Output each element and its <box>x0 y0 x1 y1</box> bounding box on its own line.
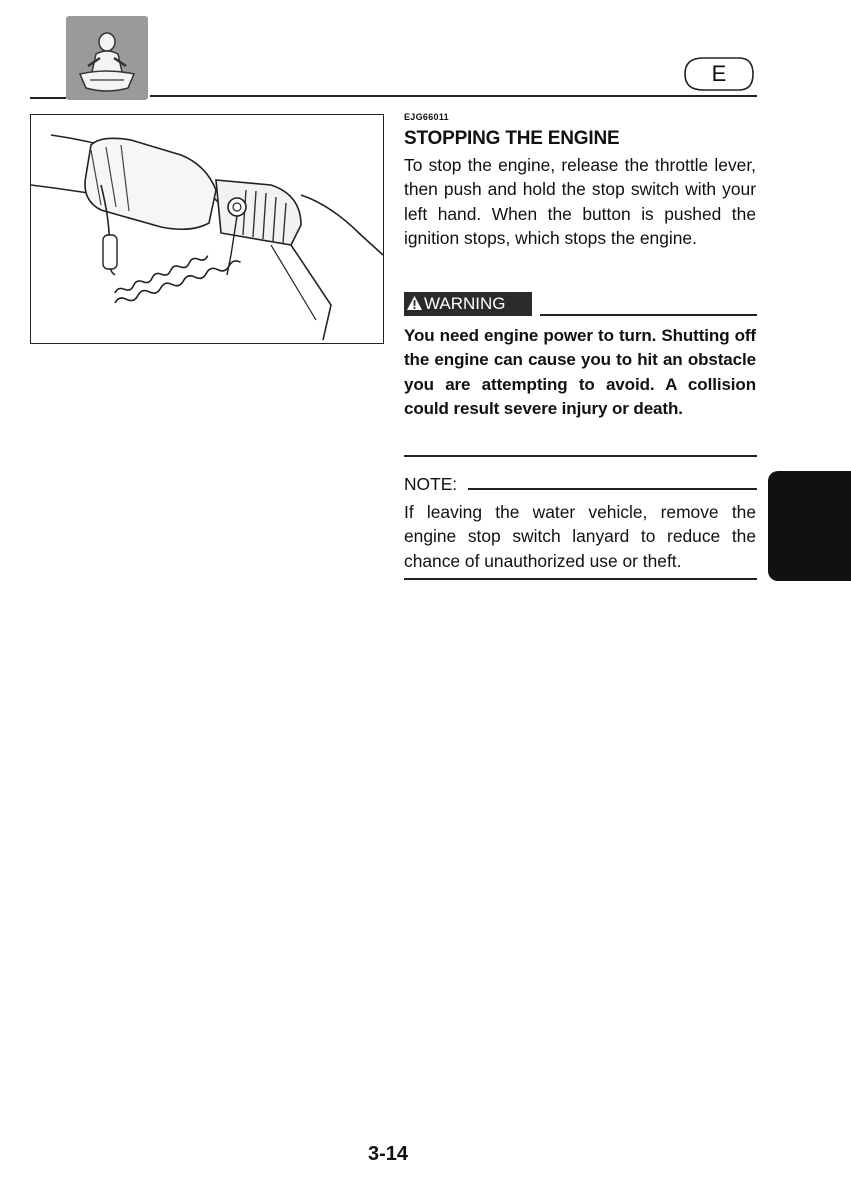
watercraft-rider-icon <box>66 16 148 100</box>
header-rule-left <box>30 97 66 99</box>
language-badge <box>681 54 757 94</box>
body-paragraph: To stop the engine, release the throttle lever, then push and hold the stop switch with your left hand. When the button is pushed the ignition stops, which stops the engine. <box>404 155 756 248</box>
hand-engine-stop-lanyard-illustration <box>30 114 384 344</box>
section-code: EJG66011 <box>404 112 449 122</box>
warning-label <box>404 292 532 316</box>
language-badge-label: E <box>711 61 727 86</box>
warning-text: You need engine power to turn. Shutting off the engine can cause you to hit an obstacle you are attempting to avoid. A collision could result severe injury or death. <box>404 326 756 418</box>
note-text: If leaving the water vehicle, remove the engine stop switch lanyard to reduce the chance of unauthorized use or theft. <box>404 502 756 571</box>
warning-label-text: WARNING <box>424 294 506 313</box>
chapter-side-tab <box>768 471 851 581</box>
section-title: STOPPING THE ENGINE <box>404 128 620 149</box>
warning-rule <box>540 314 757 316</box>
warning-end-rule <box>404 455 757 457</box>
page-number: 3-14 <box>368 1143 409 1165</box>
note-label: NOTE: <box>404 474 458 494</box>
note-end-rule <box>404 578 757 580</box>
note-rule <box>468 488 757 490</box>
header-rule <box>150 95 757 97</box>
warning-triangle-icon <box>406 294 423 318</box>
